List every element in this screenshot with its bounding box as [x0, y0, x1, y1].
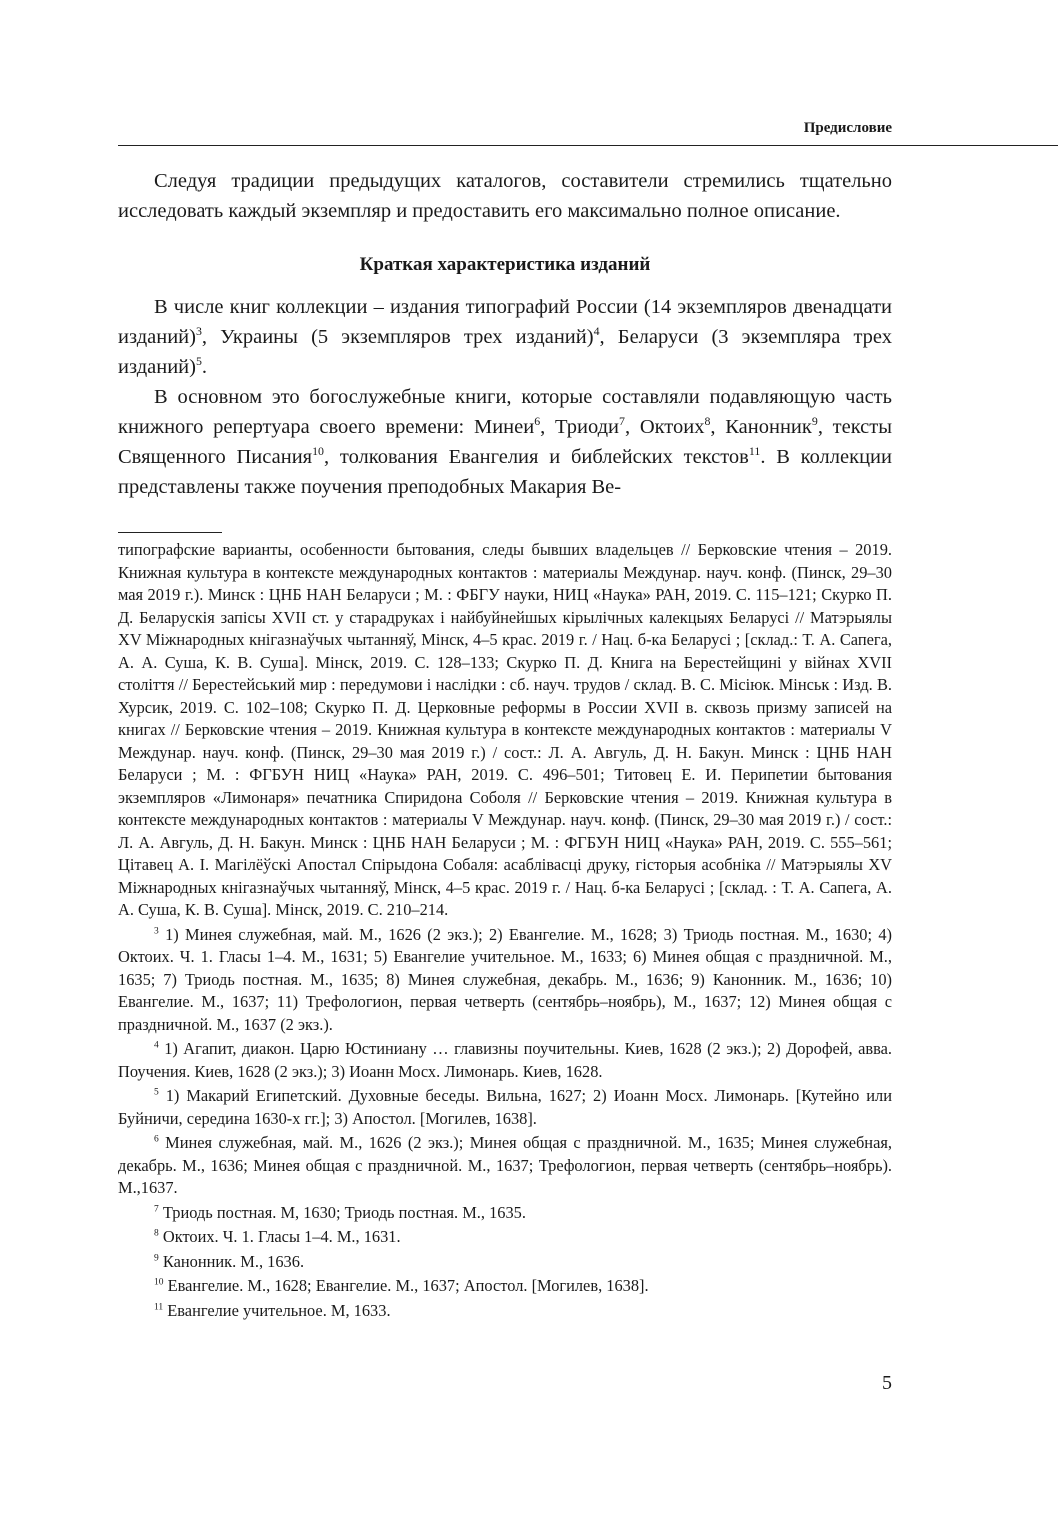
- footnote-number: 10: [154, 1277, 164, 1288]
- text-run: . В коллекции представлены также поучения преподобных Макария Ве-: [118, 446, 892, 498]
- footnote-7: [118, 1202, 892, 1225]
- footnote-text: 1) Макарий Египетский. Духовные беседы. Вильна, 1627; 2) Иоанн Мосх. Лимонарь. [Кутейно или Буйничи, середина 1630-х гг.]; 3) Апостол. [Могилев, 1638].: [118, 1086, 892, 1128]
- section-title: Краткая характеристика изданий: [359, 254, 651, 275]
- text-run: , Октоих: [624, 416, 705, 438]
- page-number: 5: [882, 1372, 892, 1394]
- main-text: [118, 166, 892, 502]
- footnote-ref: 6: [534, 414, 541, 429]
- footnote-number: 9: [154, 1253, 159, 1264]
- footnote-text: Минея служебная, май. М., 1626 (2 экз.); Минея общая с праздничной. М., 1635; Минея служебная, декабрь. М., 1636; Минея общая с праздничной. М., 1637; Трефологион, первая четверть (сентябрь–ноябрь). М.,1637.: [118, 1133, 892, 1197]
- footnote-text: Евангелие учительное. М, 1633.: [167, 1300, 391, 1320]
- footnote-5: [118, 1085, 892, 1130]
- intro-paragraph: Следуя традиции предыдущих каталогов, составители стремились тщательно исследовать каждый экземпляр и предоставить его максимально полное описание.: [118, 170, 892, 222]
- running-head: Предисловие: [803, 120, 892, 136]
- text-run: , Украины (5 экземпляров трех изданий): [201, 326, 594, 348]
- footnote-6: [118, 1132, 892, 1200]
- text-run: , Триоди: [540, 416, 620, 438]
- footnote-number: 3: [154, 926, 159, 937]
- text-run: , тексты Священного Писания: [118, 416, 892, 468]
- footnote-ref: 10: [312, 444, 324, 459]
- footnote-8: [118, 1226, 892, 1249]
- text-run: В числе книг коллекции – издания типографий России (14 экземпляров двенадцати изданий): [118, 296, 892, 348]
- text-run: , Беларуси (3 экземпляра трех изданий): [118, 326, 892, 378]
- footnote-11: [118, 1300, 892, 1323]
- footnote-ref: 3: [195, 324, 202, 339]
- footnote-number: 6: [154, 1134, 159, 1145]
- footnote-text: Триодь постная. М, 1630; Триодь постная. М., 1635.: [162, 1202, 526, 1222]
- header-rule: [118, 145, 1058, 146]
- footnote-text: 1) Минея служебная, май. М., 1626 (2 экз.); 2) Евангелие. М., 1628; 3) Триодь постная. М., 1630; 4) Октоих. Ч. 1. Гласы 1–4. М., 1631; 5) Евангелие учительное. М., 1633; 6) Минея общая с праздничной. М., 1635; 7) Триодь постная. М., 1635; 8) Минея служебная, декабрь. М., 1636; 9) Канонник. М., 1636; 10) Евангелие. М., 1637; 11) Трефологион, первая четверть (сентябрь–ноябрь), М., 1637; 12) Минея общая с праздничной. М., 1637 (2 экз.).: [118, 924, 892, 1034]
- footnote-ref: 9: [811, 414, 818, 429]
- footnote-continuation: типографские варианты, особенности бытования, следы бывших владельцев // Берковские чтения – 2019. Книжная культура в контексте международных контактов : материалы Междунар. науч. конф. (Пинск, 29–30 мая 2019 г.). Минск : ЦНБ НАН Беларуси ; М. : ФБГУ науки, НИЦ «Наука» РАН, 2019. С. 115–121; Скурко П. Д. Беларускія запісы XVII ст. у старадруках і найбуйнейшых кірылічных калекцыях Беларусі // Матэрыялы XV Міжнародных кнігазнаўчых чытанняў, Мінск, 4–5 крас. 2019 г. / Нац. б-ка Беларусі ; [склад.: Т. А. Сапега, А. А. Суша, К. В. Суша]. Мінск, 2019. С. 128–133; Скурко П. Д. Книга на Берестейщині у війнах XVII століття // Берестейський мир : передумови і наслідки : сб. науч. трудов / склад. В. С. Місіюк. Мінськ : Изд. В. Хурсик, 2019. С. 102–108; Скурко П. Д. Церковные реформы в России XVII в. сквозь призму записей на книгах // Берковские чтения – 2019. Книжная культура в контексте международных контактов : материалы V Междунар. науч. конф. (Пинск, 29–30 мая 2019 г.) / сост.: Л. А. Авгуль, Д. Н. Бакун. Минск : ЦНБ НАН Беларуси ; М. : ФГБУН НИЦ «Наука» РАН, 2019. С. 496–501; Титовец Е. И. Перипетии бытования экземпляров «Лимонаря» печатника Спиридона Соболя // Берковские чтения – 2019. Книжная культура в контексте международных контактов : материалы V Междунар. науч. конф. (Пинск, 29–30 мая 2019 г.) / сост.: Л. А. Авгуль, Д. Н. Бакун. Минск : ЦНБ НАН Беларуси ; М. : ФГБУН НИЦ «Наука» РАН, 2019. С. 555–561; Цітавец А. І. Магілёўскі Апостал Спірыдона Собаля: асаблівасці друку, гісторыя асобніка // Матэрыялы XV Міжнародных кнігазнаўчых чытанняў, Мінск, 4–5 крас. 2019 г. / Нац. б-ка Беларусі ; [склад. : Т. А. Сапега, А. А. Суша, К. В. Суша]. Мінск, 2019. С. 210–214.: [118, 540, 892, 919]
- footnote-separator: [118, 532, 222, 533]
- footnote-9: [118, 1251, 892, 1274]
- footnotes: [118, 539, 892, 1324]
- text-run: В основном это богослужебные книги, которые составляли подавляющую часть книжного репертуара своего времени: Минеи: [118, 386, 892, 438]
- footnote-number: 11: [154, 1302, 164, 1313]
- footnote-ref: 8: [704, 414, 711, 429]
- text-run: .: [201, 356, 208, 378]
- footnote-text: Евангелие. М., 1628; Евангелие. М., 1637; Апостол. [Могилев, 1638].: [167, 1276, 649, 1295]
- text-run: , толкования Евангелия и библейских текстов: [323, 446, 749, 468]
- footnote-number: 4: [154, 1040, 159, 1051]
- paragraph-books: [118, 382, 892, 502]
- paragraph-editions: [118, 292, 892, 382]
- footnote-ref: 7: [619, 414, 625, 429]
- footnote-number: 7: [154, 1204, 159, 1215]
- footnote-text: Канонник. М., 1636.: [162, 1251, 305, 1271]
- text-run: , Канонник: [710, 416, 812, 438]
- footnote-text: Октоих. Ч. 1. Гласы 1–4. М., 1631.: [162, 1227, 401, 1246]
- footnote-10: [118, 1275, 892, 1298]
- footnote-text: 1) Агапит, диакон. Царю Юстиниану … главизны поучительны. Киев, 1628 (2 экз.); 2) Дорофей, авва. Поучения. Киев, 1628 (2 экз.); 3) Иоанн Мосх. Лимонарь. Киев, 1628.: [118, 1039, 892, 1081]
- footnote-ref: 5: [195, 354, 202, 369]
- footnote-number: 5: [154, 1087, 159, 1098]
- footnote-4: [118, 1038, 892, 1083]
- footnote-ref: 4: [593, 324, 600, 339]
- footnote-3: [118, 924, 892, 1037]
- footnote-number: 8: [154, 1228, 159, 1239]
- footnote-ref: 11: [748, 444, 761, 459]
